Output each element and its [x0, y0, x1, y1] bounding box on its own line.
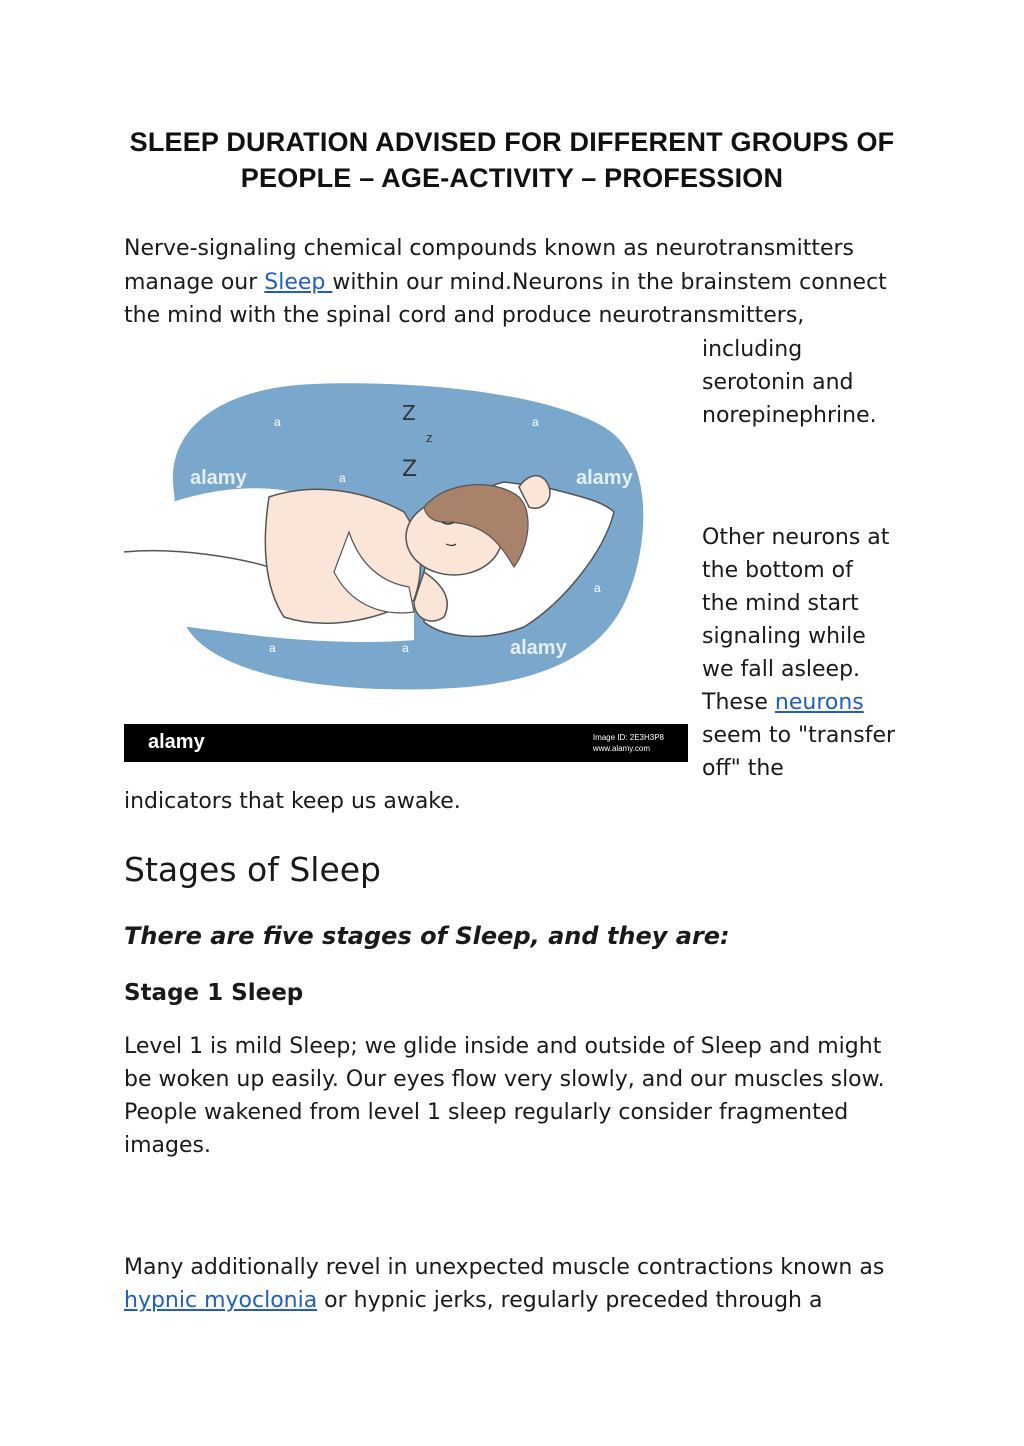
watermark-a1: a: [274, 415, 281, 429]
side-line-2: the bottom of: [702, 558, 853, 583]
stage1-line-4: images.: [124, 1133, 211, 1158]
zzz-2: z: [426, 431, 433, 445]
myoclonia-line-1: Many additionally revel in unexpected muscle contractions known as: [124, 1255, 885, 1280]
neurons-link[interactable]: neurons: [774, 690, 864, 715]
watermark-3: alamy: [510, 637, 567, 659]
watermark-a2: a: [532, 415, 539, 429]
intro-text-b: within our mind.Neurons in the brainstem connect: [332, 270, 887, 295]
hypnic-myoclonia-link[interactable]: hypnic myoclonia: [124, 1288, 318, 1313]
side-line-3: the mind start: [702, 591, 859, 616]
side-line-1: Other neurons at: [702, 525, 890, 550]
intro-side-3: norepinephrine.: [702, 403, 877, 428]
stage1-line-3: People wakened from level 1 sleep regularly consider fragmented: [124, 1100, 849, 1125]
watermark-a6: a: [402, 641, 409, 655]
document-title: [124, 124, 900, 196]
watermark-2: alamy: [576, 467, 633, 489]
myoclonia-text: or hypnic jerks, regularly preceded through a: [317, 1288, 823, 1313]
stages-heading: Stages of Sleep: [124, 850, 382, 889]
zzz-3: Z: [402, 457, 418, 482]
zzz-1: Z: [402, 401, 416, 425]
image-id: Image ID: 2E3H3P8: [592, 733, 664, 742]
watermark-a5: a: [269, 641, 276, 655]
intro-text-a: manage our: [124, 270, 265, 295]
side-line-5: we fall asleep.: [702, 657, 861, 682]
myoclonia-line-2: [124, 1284, 822, 1317]
intro-line-3: the mind with the spinal cord and produce neurotransmitters,: [124, 303, 805, 328]
intro-line-2: [124, 266, 887, 299]
title-line-1: SLEEP DURATION ADVISED FOR DIFFERENT GROUPS OF: [129, 127, 895, 157]
intro-line-1: Nerve-signaling chemical compounds known as neurotransmitters: [124, 236, 854, 261]
title-line-2: PEOPLE – AGE-ACTIVITY – PROFESSION: [240, 163, 784, 193]
side-text-these: These: [702, 690, 775, 715]
alamy-logo: alamy: [148, 731, 205, 753]
side-line-7: seem to "transfer: [702, 723, 896, 748]
watermark-a4: a: [594, 581, 601, 595]
stages-lead: There are five stages of Sleep, and they are:: [124, 922, 730, 950]
side-line-6: [702, 686, 922, 719]
illustration-svg: [124, 372, 688, 724]
stage1-line-1: Level 1 is mild Sleep; we glide inside and outside of Sleep and might: [124, 1034, 882, 1059]
intro-side-2: serotonin and: [702, 370, 854, 395]
side-line-8: off" the: [702, 756, 784, 781]
intro-side-1: including: [702, 337, 803, 362]
sleeping-woman-illustration: [124, 372, 688, 764]
watermark-1: alamy: [190, 467, 247, 489]
side-tail: indicators that keep us awake.: [124, 789, 461, 814]
side-line-4: signaling while: [702, 624, 866, 649]
watermark-a3: a: [339, 471, 346, 485]
image-id-block: [593, 732, 664, 754]
sleep-link[interactable]: Sleep: [264, 270, 333, 295]
stage1-heading: Stage 1 Sleep: [124, 980, 304, 1006]
image-site: www.alamy.com: [592, 744, 651, 753]
stage1-line-2: be woken up easily. Our eyes flow very slowly, and our muscles slow.: [124, 1067, 885, 1092]
image-credit-bar: [124, 724, 688, 762]
